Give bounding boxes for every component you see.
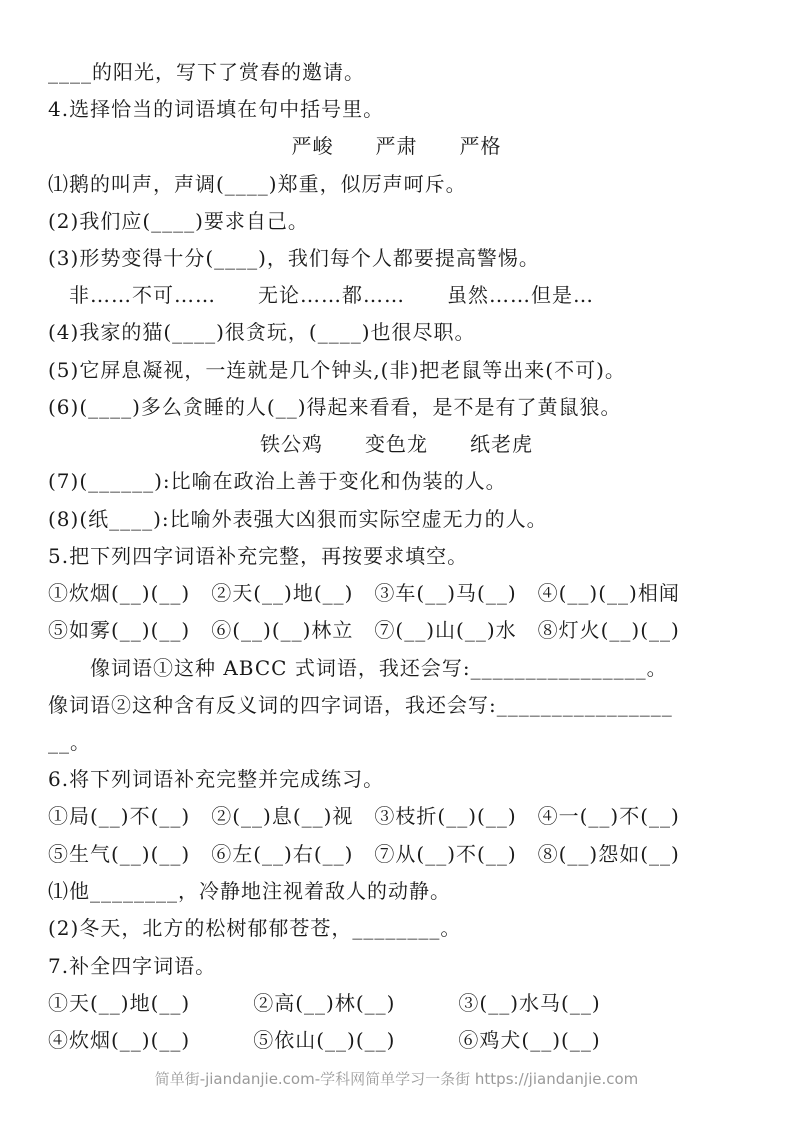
question-4-item-4: (4)我家的猫(____)很贪玩，(____)也很尽职。 <box>48 320 476 344</box>
question-7-title: 7.补全四字词语。 <box>48 954 217 978</box>
question-7-row-1: ①天(__)地(__) ②高(__)林(__) ③(__)水马(__) <box>48 991 601 1015</box>
question-4-item-5: (5)它屏息凝视，一连就是几个钟头,(非)把老鼠等出来(不可)。 <box>48 358 626 382</box>
question-4-item-2: (2)我们应(____)要求自己。 <box>48 209 309 233</box>
question-5-antonym: 像词语②这种含有反义词的四字词语，我还会写:________________ <box>48 693 673 717</box>
text-line-1: ____的阳光，写下了赏春的邀请。 <box>48 60 365 84</box>
question-4-item-6: (6)(____)多么贪睡的人(__)得起来看看，是不是有了黄鼠狼。 <box>48 395 622 419</box>
question-4-item-3: (3)形势变得十分(____)，我们每个人都要提高警惕。 <box>48 246 540 270</box>
question-6-row-1: ①局(__)不(__) ②(__)息(__)视 ③枝折(__)(__) ④一(__)不(__) <box>48 804 680 828</box>
word-options-2: 非……不可…… 无论……都…… 虽然……但是… <box>48 283 594 307</box>
question-6-item-1: ⑴他________，冷静地注视着敌人的动静。 <box>48 879 451 903</box>
question-6-row-2: ⑤生气(__)(__) ⑥左(__)右(__) ⑦从(__)不(__) ⑧(__)怨如(__) <box>48 842 680 866</box>
footer-watermark: 简单街-jiandanjie.com-学科网简单学习一条街 https://jiandanjie.com <box>154 1070 639 1088</box>
question-5-title: 5.把下列四字词语补充完整，再按要求填空。 <box>48 544 469 568</box>
word-options-3: 铁公鸡 变色龙 纸老虎 <box>260 432 533 456</box>
question-4-item-8: (8)(纸____):比喻外表强大凶狠而实际空虚无力的人。 <box>48 507 548 531</box>
question-4-item-7: (7)(______):比喻在政治上善于变化和伪装的人。 <box>48 469 507 493</box>
question-4-item-1: ⑴鹅的叫声，声调(____)郑重，似厉声呵斥。 <box>48 172 467 196</box>
question-5-antonym-cont: __。 <box>48 730 91 754</box>
question-6-item-2: (2)冬天，北方的松树郁郁苍苍，________。 <box>48 916 462 940</box>
question-5-row-2: ⑤如雾(__)(__) ⑥(__)(__)林立 ⑦(__)山(__)水 ⑧灯火(__)(__) <box>48 618 680 642</box>
question-4-title: 4.选择恰当的词语填在句中括号里。 <box>48 97 385 121</box>
question-6-title: 6.将下列词语补充完整并完成练习。 <box>48 767 385 791</box>
word-options-1: 严峻 严肃 严格 <box>291 134 502 158</box>
question-5-abcc: 像词语①这种 ABCC 式词语，我还会写:________________。 <box>48 656 668 680</box>
question-5-row-1: ①炊烟(__)(__) ②天(__)地(__) ③车(__)马(__) ④(__)(__)相闻 <box>48 581 680 605</box>
question-7-row-2: ④炊烟(__)(__) ⑤依山(__)(__) ⑥鸡犬(__)(__) <box>48 1028 601 1052</box>
